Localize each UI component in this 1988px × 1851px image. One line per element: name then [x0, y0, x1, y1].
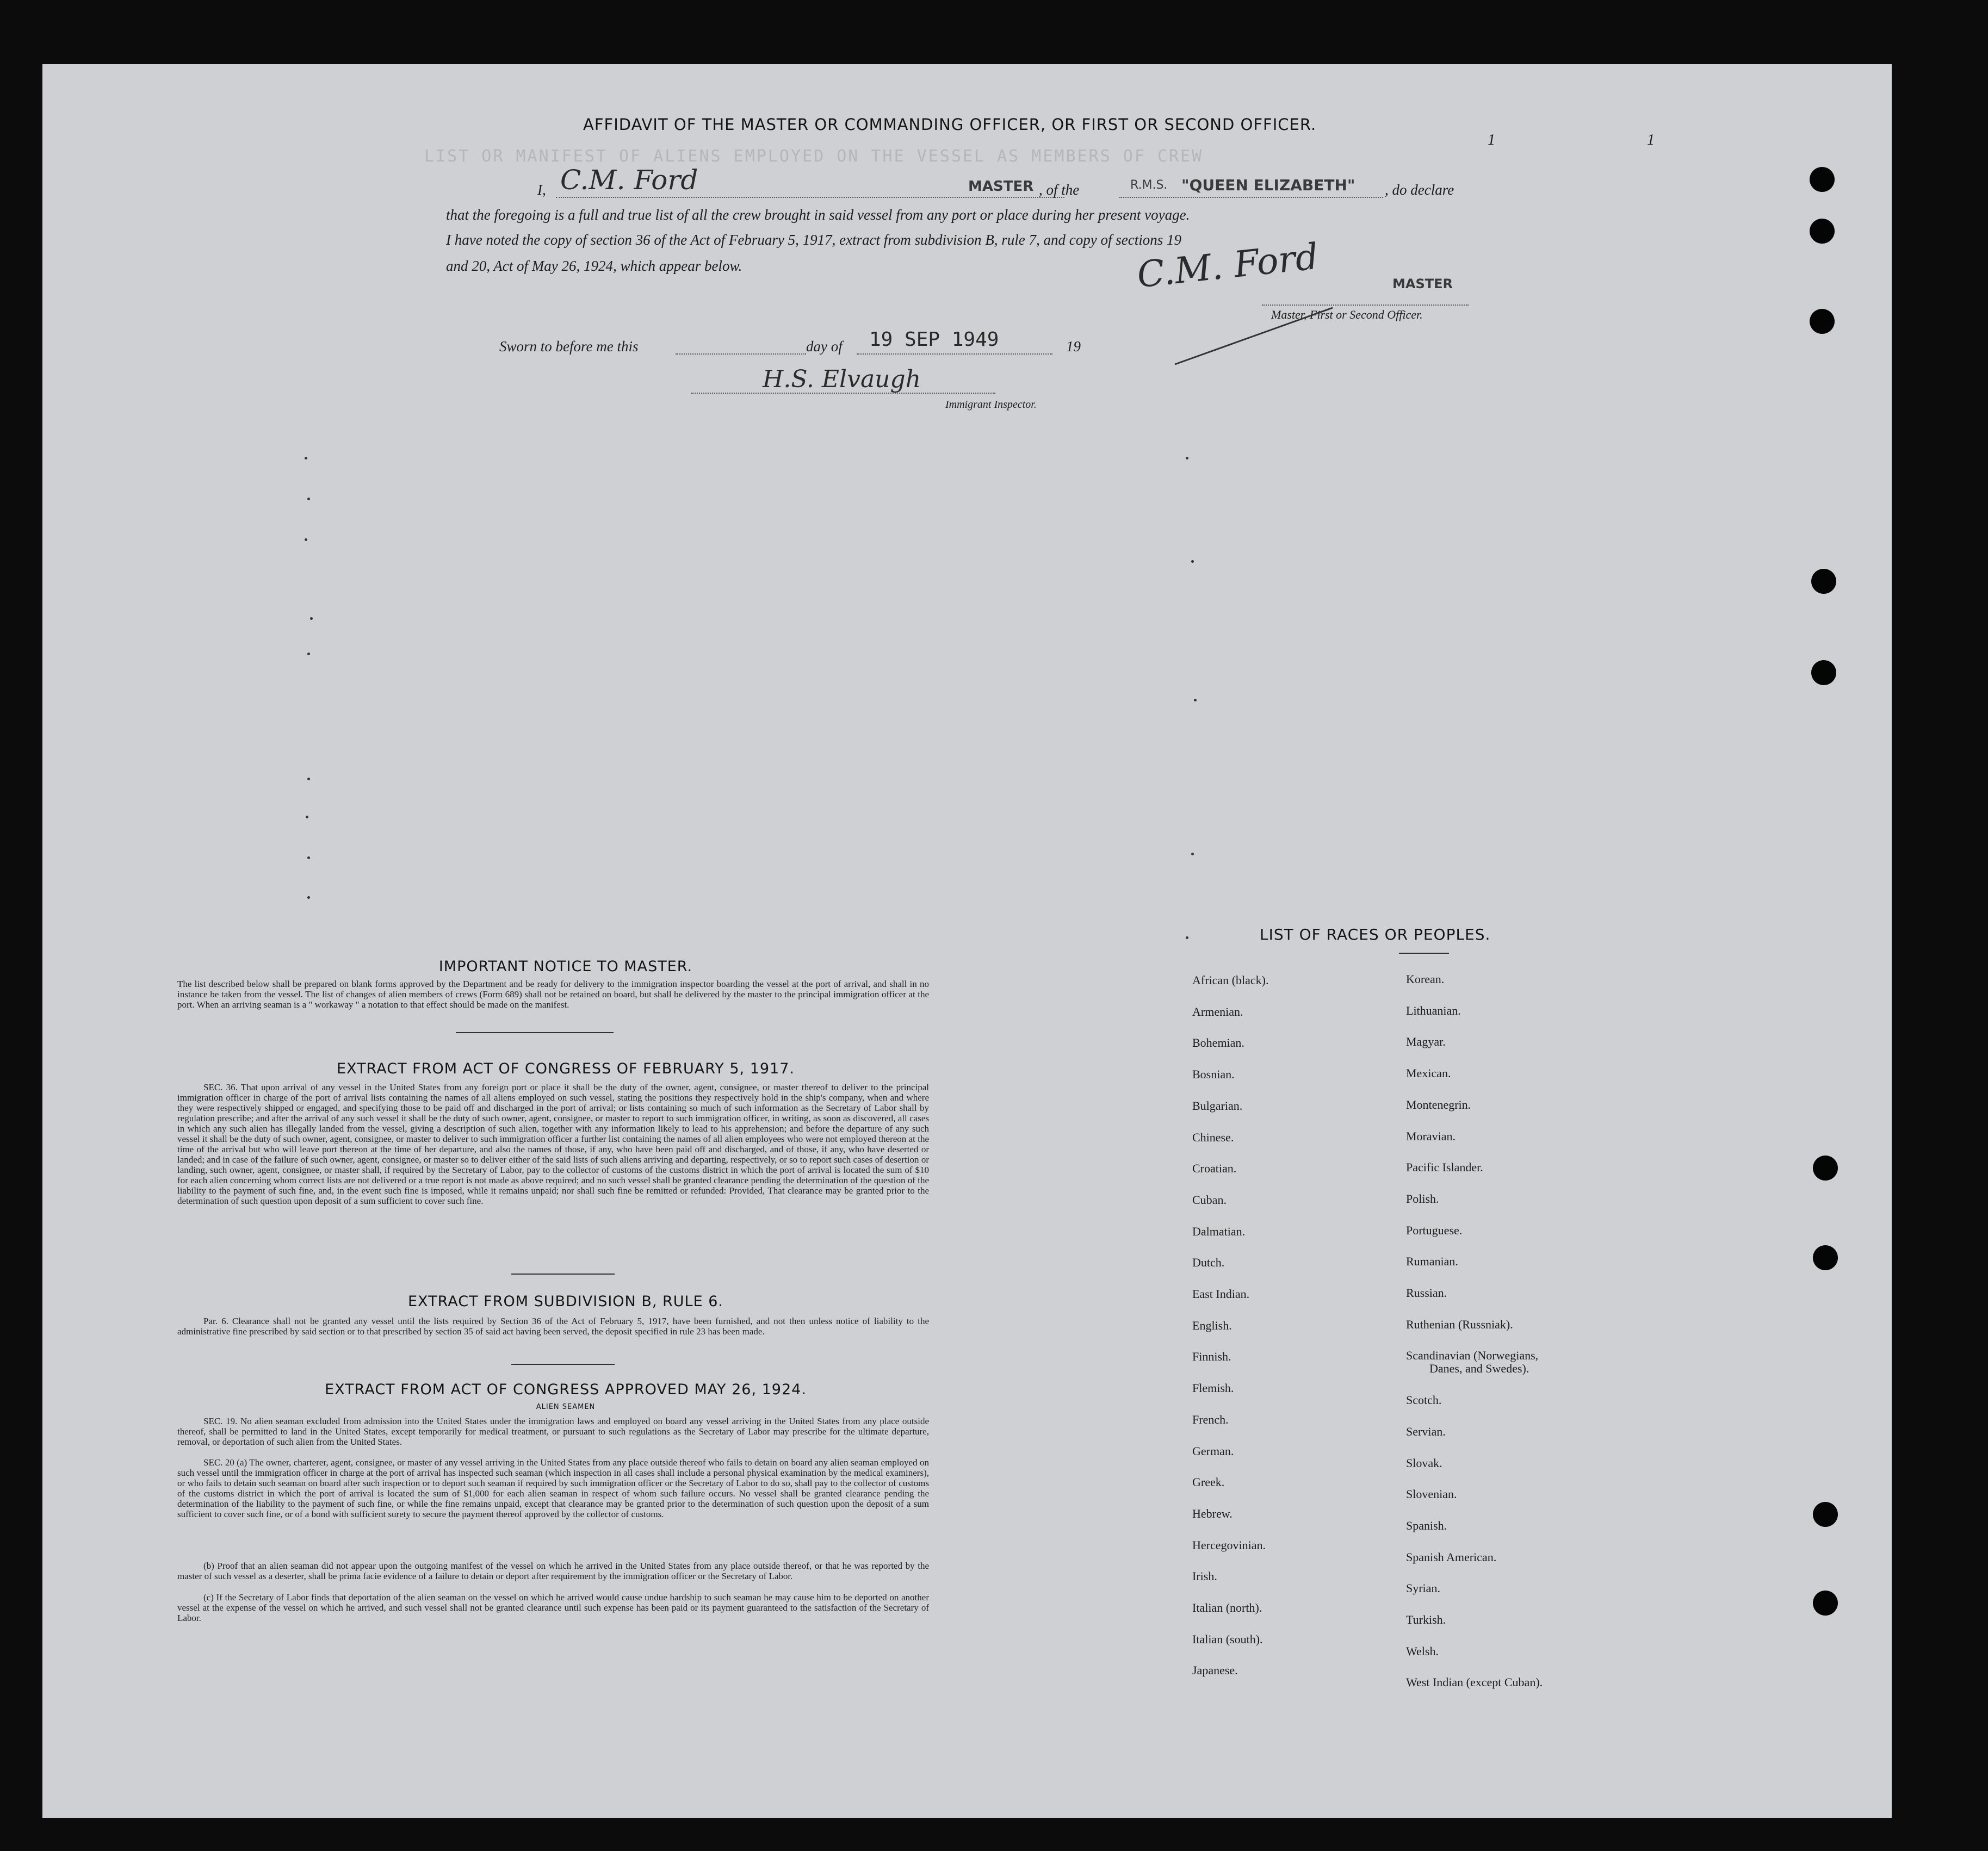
divider: [511, 1364, 615, 1365]
race-item: Danes, and Swedes).: [1429, 1362, 1529, 1376]
speck: [307, 856, 310, 859]
signature-stamp: MASTER: [1392, 276, 1453, 291]
bleed-through-text: LIST OR MANIFEST OF ALIENS EMPLOYED ON THE VESSEL AS MEMBERS OF CREW: [424, 147, 1204, 166]
race-item: Moravian.: [1406, 1129, 1456, 1143]
sec-20c-text: (c) If the Secretary of Labor finds that deportation of the alien seaman on the vessel on which he arrived would cause undue hardship to such seaman he may cause him to be deported on another vessel at the expense of the vessel on which he arrived, and such vessel shall not be granted clearance until such expense has been paid or its payment guaranteed to the satisfaction of the Secretary of Labor.: [177, 1592, 929, 1623]
sworn-line: [676, 353, 806, 355]
race-item: Italian (south).: [1192, 1632, 1263, 1646]
race-item: Montenegrin.: [1406, 1097, 1471, 1111]
race-item: Syrian.: [1406, 1581, 1440, 1595]
race-item: Finnish.: [1192, 1350, 1231, 1364]
sec-20b-text: (b) Proof that an alien seaman did not appear upon the outgoing manifest of the vessel on which he arrived in the United States from any place outside thereof, or that he was reported by the master of such vessel as a deserter, shall be prima facie evidence of a failure to detain or deport after requirement by the immigration officer or the Secretary of Labor.: [177, 1561, 929, 1581]
races-title: LIST OF RACES OR PEOPLES.: [1260, 926, 1491, 943]
extract-1924-title: EXTRACT FROM ACT OF CONGRESS APPROVED MAY 26, 1924.: [325, 1381, 807, 1398]
speck: [1191, 560, 1194, 563]
race-item: Pacific Islander.: [1406, 1160, 1483, 1175]
notice-text: The list described below shall be prepared on blank forms approved by the Department and be ready for delivery to the immigration inspector boarding the vessel at the port of arrival, and shall in no instance be taken from the vessel. The list of changes of alien members of crews (Form 689) shall not be retained on board, but shall be delivered by the master to the principal immigration officer at the port. When an arriving seaman is a " workaway " a notation to that effect should be made on the manifest.: [177, 979, 929, 1010]
extract-1917-text: SEC. 36. That upon arrival of any vessel in the United States from any foreign port or place it shall be the duty of the owner, agent, consignee, or master thereof to deliver to the principal immigration officer in charge of the port of arrival lists containing the names of all aliens employed on such vessel, stating the positions they respectively hold in the ship's company, when and where they were respectively shipped or engaged, and specifying those to be paid off and discharged in the port of arrival; or lists containing so much of such information as the Secretary of Labor shall by regulation prescribe; and after the arrival of any such vessel it shall be the duty of such owner, agent, consignee, or master to report to such immigration officer, in writing, as soon as discovered, all cases in which any such alien has illegally landed from the vessel, giving a description of such alien, together with any information likely to lead to his apprehension; and before the departure of any such vessel it shall be the duty of such owner, agent, consignee, or master to deliver to such immigration officer a further list containing the names of all alien employees who were not employed thereon at the time of the arrival but who will leave port thereon at the time of her departure, and also the names of those, if any, who have been paid off and discharged, and of those, if any, who have deserted or landed; and in case of the failure of such owner, agent, consignee, or master so to deliver either of the said lists of such aliens arriving and departing, respectively, or so to report such cases of desertion or landing, such owner, agent, consignee, or master shall, if required by the Secretary of Labor, pay to the collector of customs of the customs district in which the port of arrival is located the sum of $10 for each alien concerning whom correct lists are not delivered or a true report is not made as above required; and no such vessel shall be granted clearance pending the determination of the question of the liability to the payment of such fine, and, in the event such fine is imposed, while it remains unpaid; nor shall such fine be remitted or refunded: Provided, That clearance may be granted prior to the determination of such question upon deposit of a sum sufficient to cover such fine.: [177, 1082, 929, 1206]
document-page: [42, 64, 1892, 1818]
race-item: Magyar.: [1406, 1035, 1446, 1049]
race-item: Armenian.: [1192, 1004, 1243, 1018]
punch-hole: [1811, 569, 1836, 594]
speck: [307, 498, 310, 500]
race-item: Japanese.: [1192, 1663, 1238, 1678]
page-mark: 1: [1647, 132, 1655, 148]
affidavit-title: AFFIDAVIT OF THE MASTER OR COMMANDING OFFICER, OR FIRST OR SECOND OFFICER.: [583, 115, 1317, 134]
sec-19-text: SEC. 19. No alien seaman excluded from admission into the United States under the immigration laws and employed on board any vessel arriving in the United States from any place outside thereof, shall be permitted to land in the United States, except temporarily for medical treatment, or pursuant to such regulations as the Secretary of Labor may prescribe for the ultimate departure, removal, or deportation of such alien from the United States.: [177, 1416, 929, 1447]
races-divider: [1399, 953, 1449, 954]
speck: [306, 816, 308, 818]
race-item: Turkish.: [1406, 1613, 1446, 1626]
race-item: Slovak.: [1406, 1456, 1442, 1470]
punch-hole: [1813, 1502, 1838, 1527]
of-the-label: , of the: [1039, 182, 1080, 198]
affidavit-line-2: that the foregoing is a full and true list of all the crew brought in said vessel from any port or place during her present voyage.: [446, 207, 1190, 223]
race-item: Croatian.: [1192, 1161, 1237, 1176]
declare-i: I,: [537, 182, 546, 198]
race-item: Welsh.: [1406, 1644, 1439, 1658]
race-item: Spanish American.: [1406, 1550, 1497, 1564]
race-item: English.: [1192, 1318, 1232, 1332]
name-line: [556, 197, 1064, 198]
signature-caption: Master, First or Second Officer.: [1271, 308, 1423, 321]
race-item: French.: [1192, 1412, 1229, 1426]
speck: [307, 896, 310, 899]
race-item: Korean.: [1406, 972, 1445, 986]
race-item: Hebrew.: [1192, 1506, 1233, 1520]
race-item: Ruthenian (Russniak).: [1406, 1317, 1513, 1331]
vessel-name: "QUEEN ELIZABETH": [1181, 176, 1355, 194]
race-item: East Indian.: [1192, 1287, 1250, 1301]
sworn-label: Sworn to before me this: [499, 338, 639, 355]
alien-seamen-subtitle: ALIEN SEAMEN: [536, 1403, 596, 1411]
punch-hole: [1810, 167, 1835, 192]
extract-rule6-title: EXTRACT FROM SUBDIVISION B, RULE 6.: [408, 1293, 723, 1310]
extract-rule6-text: Par. 6. Clearance shall not be granted any vessel until the lists required by Section 36 of the Act of February 5, 1917, have been furnished, and not then unless notice of liability to the administrative fine prescribed by said section or to that prescribed by section 35 of said act having been served, the deposit specified in rule 23 has been made.: [177, 1316, 929, 1337]
speck: [305, 538, 307, 541]
master-name: C.M. Ford: [560, 164, 698, 196]
speck: [307, 778, 310, 780]
race-item: Russian.: [1406, 1286, 1447, 1300]
extract-1917-title: EXTRACT FROM ACT OF CONGRESS OF FEBRUARY 5, 1917.: [337, 1060, 795, 1077]
day-of-label: day of: [806, 338, 843, 355]
affidavit-line-4: and 20, Act of May 26, 1924, which appear below.: [446, 258, 742, 274]
race-item: West Indian (except Cuban).: [1406, 1675, 1543, 1689]
race-item: German.: [1192, 1444, 1234, 1458]
affidavit-line-3: I have noted the copy of section 36 of the Act of February 5, 1917, extract from subdivision B, rule 7, and copy of sections 19: [446, 232, 1181, 248]
race-item: Cuban.: [1192, 1192, 1227, 1207]
punch-hole: [1810, 309, 1835, 334]
year-prefix: 19: [1066, 338, 1081, 355]
speck: [305, 457, 307, 459]
vessel-line: [1119, 197, 1383, 198]
punch-hole: [1813, 1245, 1838, 1270]
race-item: Dutch.: [1192, 1256, 1225, 1270]
inspector-line: [691, 393, 995, 394]
sworn-date-stamp: 19 SEP 1949: [869, 328, 999, 351]
race-item: Mexican.: [1406, 1066, 1451, 1080]
speck: [1186, 457, 1188, 459]
race-item: Spanish.: [1406, 1518, 1447, 1532]
punch-hole: [1811, 660, 1836, 685]
sec-20a-text: SEC. 20 (a) The owner, charterer, agent, consignee, or master of any vessel arriving in the United States from any place outside thereof who fails to detain on board any alien seaman employed on such vessel until the immigration officer in charge at the port of arrival has inspected such seaman (which inspection in all cases shall include a personal physical examination by the medical examiners), or who fails to detain such seaman on board after such inspection or to deport such seaman if required by such immigration officer or the Secretary of Labor to do so, shall pay to the collector of customs of the customs district in which the port of arrival is located the sum of $1,000 for each alien seaman in respect of whom such failure occurs. No vessel shall be granted clearance pending the determination of the liability to the payment of such fine, or while the fine remains unpaid, except that clearance may be granted prior to the determination of such question upon the deposit of a sum sufficient to cover such fine, or of a bond with sufficient surety to secure the payment thereof approved by the collector of customs.: [177, 1457, 929, 1519]
inspector-signature: H.S. Elvaugh: [763, 365, 921, 393]
race-item: Rumanian.: [1406, 1254, 1458, 1269]
divider: [456, 1032, 614, 1033]
speck: [1186, 936, 1188, 939]
race-item: African (black).: [1192, 973, 1269, 987]
race-item: Greek.: [1192, 1475, 1225, 1489]
page-mark: 1: [1488, 132, 1495, 148]
race-item: Bulgarian.: [1192, 1098, 1243, 1113]
notice-title: IMPORTANT NOTICE TO MASTER.: [438, 958, 693, 975]
speck: [307, 653, 310, 655]
master-signature: C.M. Ford: [1135, 235, 1321, 296]
signature-flourish: [1169, 305, 1343, 370]
race-item: Hercegovinian.: [1192, 1538, 1266, 1552]
race-item: Bohemian.: [1192, 1036, 1244, 1050]
race-item: Dalmatian.: [1192, 1224, 1246, 1238]
race-item: Portuguese.: [1406, 1223, 1463, 1237]
punch-hole: [1810, 219, 1835, 244]
divider: [511, 1274, 615, 1275]
date-line: [857, 353, 1052, 355]
race-item: Slovenian.: [1406, 1487, 1457, 1501]
race-item: Scandinavian (Norwegians,: [1406, 1349, 1539, 1363]
do-declare: , do declare: [1385, 182, 1454, 198]
race-item: Italian (north).: [1192, 1601, 1262, 1614]
vessel-prefix: R.M.S.: [1130, 178, 1168, 192]
race-item: Chinese.: [1192, 1130, 1234, 1144]
speck: [1191, 853, 1194, 855]
speck: [310, 617, 313, 620]
punch-hole: [1813, 1156, 1838, 1181]
race-item: Scotch.: [1406, 1393, 1442, 1407]
race-item: Bosnian.: [1192, 1067, 1235, 1082]
race-item: Polish.: [1406, 1191, 1439, 1206]
race-item: Servian.: [1406, 1424, 1446, 1438]
inspector-caption: Immigrant Inspector.: [945, 399, 1037, 411]
speck: [1194, 699, 1197, 701]
punch-hole: [1813, 1591, 1838, 1616]
race-item: Irish.: [1192, 1569, 1217, 1583]
race-item: Lithuanian.: [1406, 1003, 1461, 1017]
race-item: Flemish.: [1192, 1381, 1234, 1395]
master-stamp: MASTER: [968, 178, 1034, 195]
